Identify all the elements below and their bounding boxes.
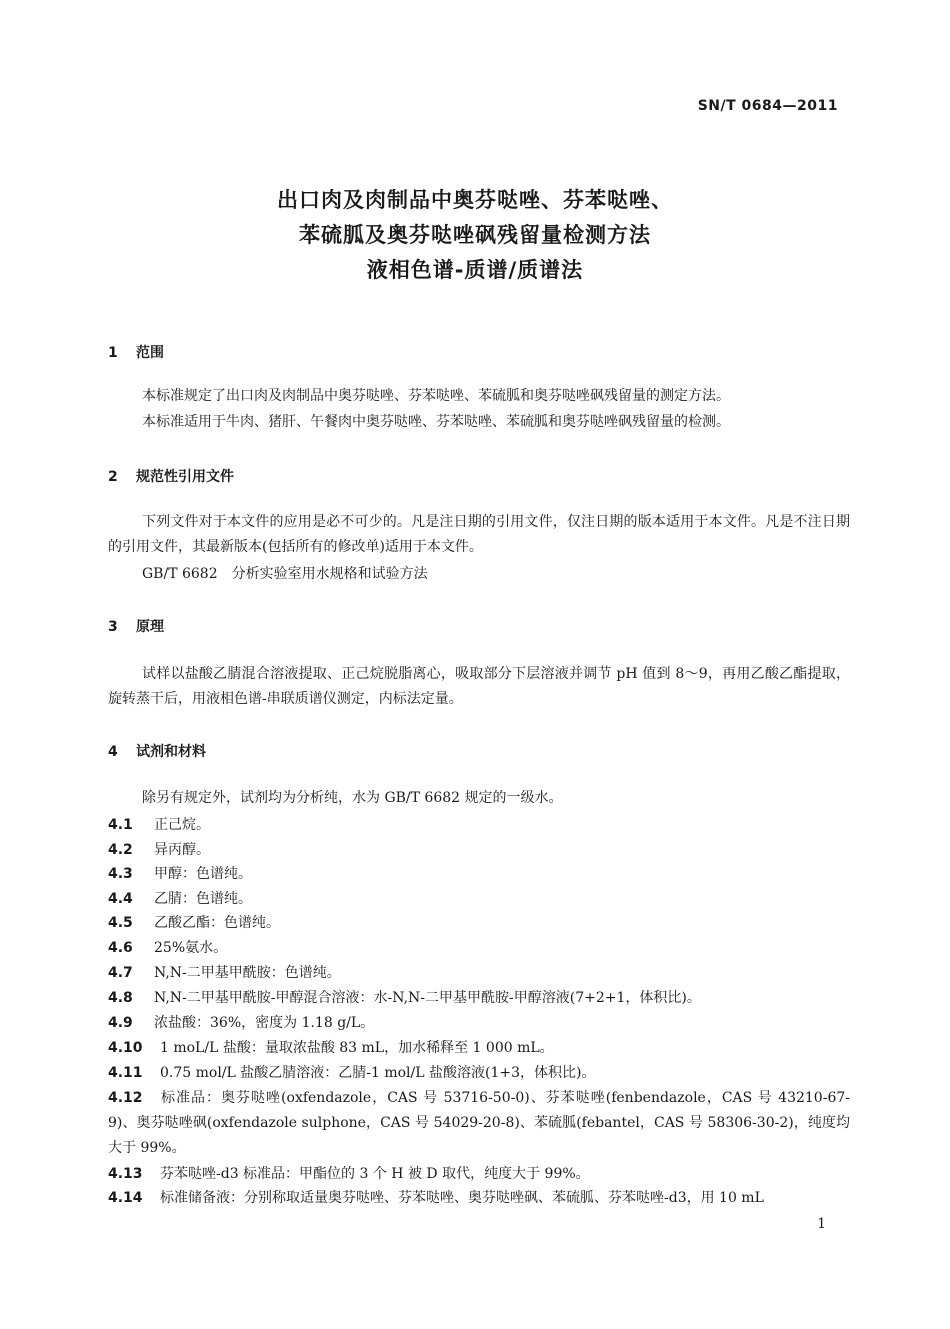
section-2-number: 2 — [108, 469, 118, 485]
reagent-item: 4.9 浓盐酸：36%，密度为 1.18 g/L。 — [108, 1015, 375, 1031]
reagent-item: 4.13 芬苯哒唑-d3 标准品：甲酯位的 3 个 H 被 D 取代，纯度大于 99%。 — [108, 1166, 590, 1182]
section-3-number: 3 — [108, 619, 118, 635]
title-line-3: 液相色谱-质谱/质谱法 — [366, 258, 584, 282]
standard-code: SN/T 0684—2011 — [697, 98, 838, 114]
section-3-title: 原理 — [136, 619, 164, 635]
document-title — [0, 183, 950, 288]
reagent-item: 4.6 25%氨水。 — [108, 940, 228, 956]
reagent-item: 4.5 乙酸乙酯：色谱纯。 — [108, 915, 280, 931]
section-4-title: 试剂和材料 — [136, 744, 206, 760]
section-4-number: 4 — [108, 744, 118, 760]
section-3-para-1: 试样以盐酸乙腈混合溶液提取、正己烷脱脂离心，吸取部分下层溶液并调节 pH 值到 8～9，再用乙酸乙酯提取，旋转蒸干后，用液相色谱-串联质谱仪测定，内标法定量。 — [108, 666, 850, 707]
section-2-para-1: 下列文件对于本文件的应用是必不可少的。凡是注日期的引用文件，仅注日期的版本适用于本文件。凡是不注日期的引用文件，其最新版本(包括所有的修改单)适用于本文件。 — [108, 514, 850, 555]
section-1-para-1: 本标准规定了出口肉及肉制品中奥芬哒唑、芬苯哒唑、苯硫胍和奥芬哒唑砜残留量的测定方法。 — [142, 388, 730, 404]
reagent-item: 4.12 标准品：奥芬哒唑(oxfendazole，CAS 号 53716-50-0)、芬苯哒唑(fenbendazole，CAS 号 43210-67-9)、奥芬哒唑砜(oxfendazole sulphone，CAS 号 54029-20-8)、苯硫胍(febantel，CAS 号 58306-30-2)，纯度均大于 99%。 — [108, 1090, 850, 1156]
section-2-title: 规范性引用文件 — [136, 469, 234, 485]
reagent-item: 4.2 异丙醇。 — [108, 842, 210, 858]
section-1-number: 1 — [108, 345, 118, 361]
section-2-reference: GB/T 6682 分析实验室用水规格和试验方法 — [142, 566, 428, 582]
reagent-item: 4.4 乙腈：色谱纯。 — [108, 891, 252, 907]
section-4-intro: 除另有规定外，试剂均为分析纯，水为 GB/T 6682 规定的一级水。 — [142, 790, 563, 806]
reagent-item: 4.1 正己烷。 — [108, 817, 210, 833]
reagent-item: 4.10 1 moL/L 盐酸：量取浓盐酸 83 mL，加水稀释至 1 000 mL。 — [108, 1040, 554, 1056]
reagent-item: 4.8 N,N-二甲基甲酰胺-甲醇混合溶液：水-N,N-二甲基甲酰胺-甲醇溶液(7+2+1，体积比)。 — [108, 990, 701, 1006]
section-3-heading — [108, 616, 164, 636]
section-1-title: 范围 — [136, 345, 164, 361]
section-1-heading — [108, 342, 164, 362]
section-1-para-2: 本标准适用于牛肉、猪肝、午餐肉中奥芬哒唑、芬苯哒唑、苯硫胍和奥芬哒唑砜残留量的检测。 — [142, 414, 730, 430]
reagent-item: 4.7 N,N-二甲基甲酰胺：色谱纯。 — [108, 965, 341, 981]
title-line-1: 出口肉及肉制品中奥芬哒唑、芬苯哒唑、 — [277, 188, 673, 212]
reagent-item: 4.3 甲醇：色谱纯。 — [108, 866, 252, 882]
reagent-item: 4.14 标准储备液：分别称取适量奥芬哒唑、芬苯哒唑、奥芬哒唑砜、苯硫胍、芬苯哒唑-d3，用 10 mL — [108, 1190, 764, 1206]
section-4-heading — [108, 741, 206, 761]
page-number: 1 — [817, 1216, 826, 1232]
title-line-2: 苯硫胍及奥芬哒唑砜残留量检测方法 — [299, 223, 651, 247]
reagent-item: 4.11 0.75 mol/L 盐酸乙腈溶液：乙腈-1 mol/L 盐酸溶液(1+3，体积比)。 — [108, 1065, 596, 1081]
section-2-heading — [108, 466, 234, 486]
